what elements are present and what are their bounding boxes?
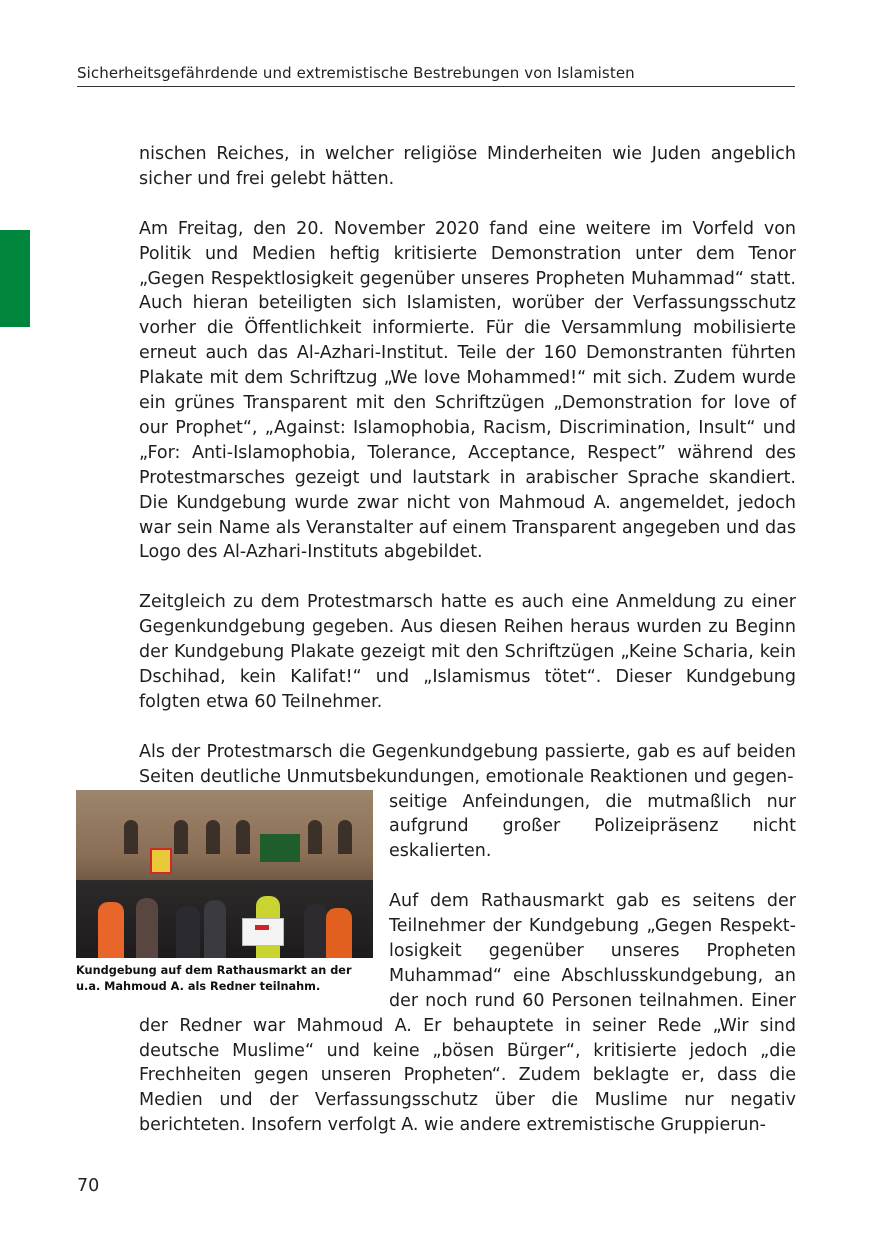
figure bbox=[76, 790, 373, 995]
running-header: Sicherheitsgefährdende und extremistische Bestrebungen von Islamisten bbox=[77, 64, 795, 87]
window-shape bbox=[308, 820, 322, 854]
figure-caption: Kundgebung auf dem Rathausmarkt an der u.a. Mahmoud A. als Redner teilnahm. bbox=[76, 963, 352, 993]
window-shape bbox=[338, 820, 352, 854]
banner-heart-shape bbox=[255, 925, 269, 930]
person-shape bbox=[326, 908, 352, 958]
crowd-shape bbox=[76, 880, 373, 958]
heart-sign-shape bbox=[150, 848, 172, 874]
paragraph-3: Zeitgleich zu dem Protestmarsch hatte es auch eine Anmeldung zu einer Gegenkundgebung gegeben. Aus diesen Reihen heraus wurden zu Beginn der Kundgebung Plakate gezeigt mit den Schriftzügen „Keine Scharia, kein Dschihad, kein Kalifat!“ und „Islamismus tötet“. Dieser Kundgebung folgten etwa 60 Teilnehmer. bbox=[139, 592, 796, 712]
paragraph-4-rest: seitige Anfeindungen, die mutmaßlich nur aufgrund großer Polizeipräsenz nicht eskalierten. bbox=[389, 791, 796, 862]
body-text bbox=[76, 142, 796, 1163]
green-flag-shape bbox=[260, 834, 300, 862]
person-shape bbox=[136, 898, 158, 958]
paragraph-5: Auf dem Rathausmarkt gab es seitens der Teilnehmer der Kundgebung „Gegen Respektlosigkeit gegenüber unseres Propheten Muhammad“ eine Abschlusskundgebung, an der noch rund 60 Personen teilnahmen. Einer der Redner war Mahmoud A. Er behauptete in seiner Rede „Wir sind deutsche Muslime“ und keine „bösen Bürger“, kritisierte jedoch „die Frechheiten gegen unseren Propheten“. Zudem beklagte er, dass die Medien und der Verfassungsschutz über die Muslime nur negativ berichteten. Insofern verfolgt A. wie andere extremistische Gruppierun- bbox=[139, 891, 796, 1136]
window-shape bbox=[206, 820, 220, 854]
person-shape bbox=[204, 900, 226, 958]
paragraph-1: nischen Reiches, in welcher religiöse Minderheiten wie Juden angeblich sicher und frei gelebt hätten. bbox=[139, 144, 796, 189]
paragraph-2: Am Freitag, den 20. November 2020 fand eine weitere im Vorfeld von Politik und Medien heftig kritisierte Demonstration unter dem Tenor „Gegen Respektlosigkeit gegenüber unseres Propheten Muhammad“ statt. Auch hieran beteiligten sich Islamisten, worüber der Verfassungsschutz vorher die Öffentlichkeit informierte. Für die Versammlung mobilisierte erneut auch das Al-Azhari-Institut. Teile der 160 Demonstranten führten Plakate mit dem Schriftzug „We love Mohammed!“ mit sich. Zudem wurde ein grünes Transparent mit den Schriftzügen „Demonstration for love of our Prophet“, „Against: Islamophobia, Racism, Discrimination, Insult“ und „For: Anti-Islamophobia, Tolerance, Acceptance, Respect” während des Protestmarsches gezeigt und lautstark in arabischer Sprache skandiert. Die Kundgebung wurde zwar nicht von Mahmoud A. angemeldet, jedoch war sein Name als Veranstalter auf einem Transparent angegeben und das Logo des Al-Azhari-Instituts abgebildet. bbox=[139, 218, 796, 563]
window-shape bbox=[174, 820, 188, 854]
person-shape bbox=[304, 904, 328, 958]
love-banner-shape bbox=[242, 918, 284, 946]
paragraph-4-lead bbox=[139, 740, 796, 790]
person-shape bbox=[176, 906, 200, 958]
person-shape bbox=[98, 902, 124, 958]
paragraph-4-start: Als der Protestmarsch die Gegenkundgebung passierte, gab es auf beiden Seiten deutliche Unmutsbekundungen, emotionale Reaktionen und gegen- bbox=[139, 741, 796, 787]
demonstration-photo bbox=[76, 790, 373, 958]
window-shape bbox=[236, 820, 250, 854]
page-number: 70 bbox=[77, 1176, 100, 1196]
chapter-tab-marker bbox=[0, 230, 30, 327]
window-shape bbox=[124, 820, 138, 854]
